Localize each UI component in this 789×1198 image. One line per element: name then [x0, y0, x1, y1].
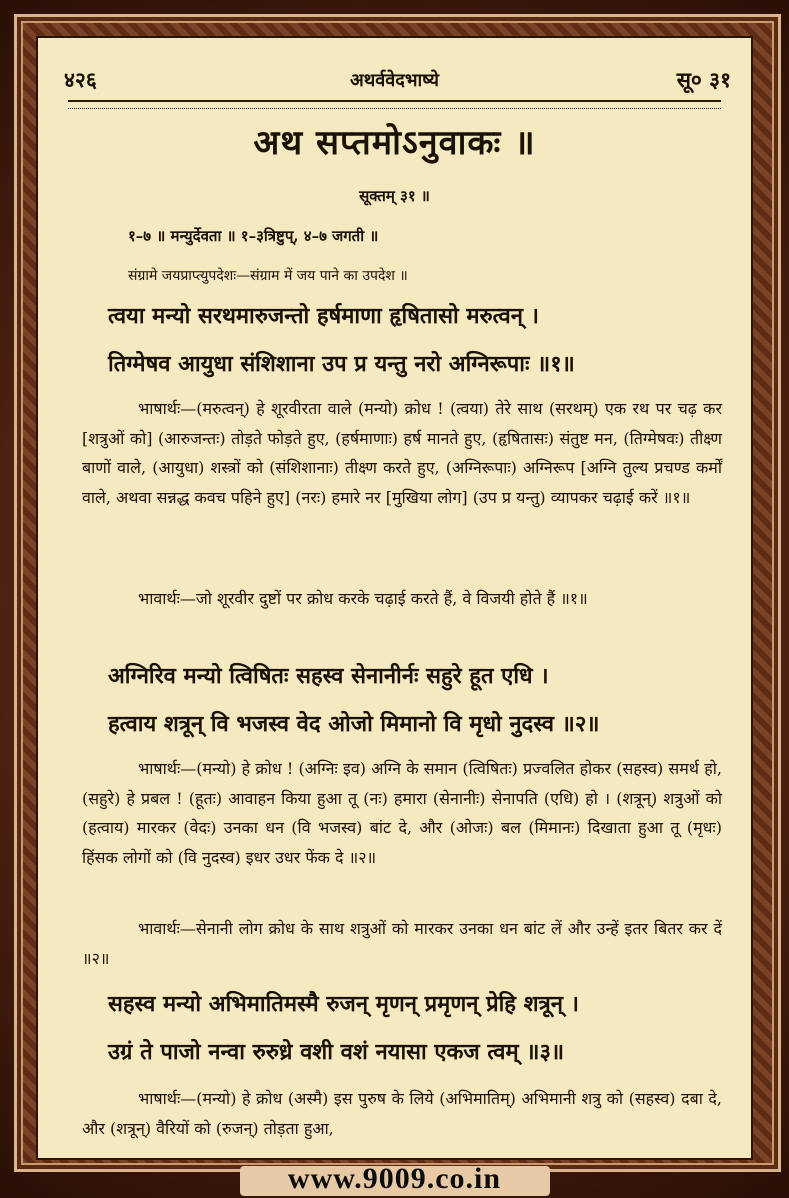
bhasharth-3: भाषार्थः—(मन्यो) हे क्रोध (अस्मै) इस पुरुष के लिये (अभिमातिम्) अभिमानी शत्रु को (सहस्व) दबा दे, और (शत्रून्) वैरियों को (रुजन्) तोड़ता हुआ, — [82, 1089, 722, 1138]
book-title: अथर्ववेदभाष्ये — [350, 70, 439, 91]
page-header — [58, 62, 731, 98]
website-link[interactable]: www.9009.co.in — [287, 1162, 502, 1195]
bhasharth-2: भाषार्थः—(मन्यो) हे क्रोध ! (अग्निः इव) अग्नि के समान (त्विषितः) प्रज्वलित होकर (सहस्व) समर्थ हो, (सहुरे) हे प्रबल ! (हूतः) आवाहन किया हुआ तू (नः) हमारा (सेनानीः) सेनापति (एधि) हो । (शत्रून्) शत्रुओं को (हत्वाय) मारकर (वेदः) उनका धन (वि भजस्व) बांट दे, और (ओजः) बल (मिमानः) दिखाता हुआ तू (मृधः) हिंसक लोगों को (वि नुदस्व) इधर उधर फेंक दे ॥२॥ — [82, 759, 722, 867]
mantra-1-line-1: त्वया मन्यो सरथमारुजन्तो हर्षमाणा हृषितासो मरुत्वन् । — [108, 303, 539, 329]
mantra-2-line-2: हत्वाय शत्रून् वि भजस्व वेद ओजो मिमानो वि मृधो नुदस्व ॥२॥ — [108, 711, 600, 737]
header-divider — [68, 100, 721, 109]
book-page — [36, 36, 753, 1160]
devata-line: १–७ ॥ मन्युर्देवता ॥ १–३त्रिष्टुप्, ४–७ जगती ॥ — [128, 227, 379, 245]
page-number: ४२६ — [64, 67, 97, 92]
mantra-1-line-2: तिग्मेषव आयुधा संशिशाना उप प्र यन्तु नरो अग्निरूपाः ॥१॥ — [108, 351, 575, 377]
mantra-3-line-1: सहस्व मन्यो अभिमातिमस्मै रुजन् मृणन् प्रमृणन् प्रेहि शत्रून् । — [108, 991, 579, 1017]
bhasharth-1: भाषार्थः—(मरुत्वन्) हे शूरवीरता वाले (मन्यो) क्रोध ! (त्वया) तेरे साथ (सरथम्) एक रथ पर चढ़ कर [शत्रुओं को] (आरुजन्तः) तोड़ते फोड़ते हुए, (हर्षमाणाः) हर्ष मानते हुए, (हृषितासः) संतुष्ट मन, (तिग्मेषवः) तीक्ष्ण बाणों वाले, (आयुधा) शस्त्रों को (संशिशानाः) तीक्ष्ण करते हुए, (अग्निरूपाः) अग्निरूप [अग्नि तुल्य प्रचण्ड कर्मों वाले, अथवा सन्नद्ध कवच पहिने हुए] (नरः) हमारे नर [मुखिया लोग] (उप प्र यन्तु) व्यापकर चढ़ाई करें ॥१॥ — [82, 399, 722, 507]
sukta-reference: सू० ३१ — [676, 67, 731, 92]
anuvaka-heading: अथ सप्तमोऽनुवाकः ॥ — [253, 123, 536, 163]
mantra-2-line-1: अग्निरिव मन्यो त्विषितः सहस्व सेनानीर्नः सहुरे हूत एधि । — [108, 663, 549, 689]
sukta-title: सूक्तम् ३१ ॥ — [359, 187, 430, 205]
bhavarth-2: भावार्थः—सेनानी लोग क्रोध के साथ शत्रुओं को मारकर उनका धन बांट लें और उन्हें इतर बितर कर दें ॥२॥ — [82, 919, 722, 968]
bhavarth-1: भावार्थः—जो शूरवीर दुष्टों पर क्रोध करके चढ़ाई करते हैं, वे विजयी होते हैं ॥१॥ — [138, 589, 588, 608]
mantra-3-line-2: उग्रं ते पाजो नन्वा रुरुध्रे वशी वशं नयासा एकज त्वम् ॥३॥ — [108, 1039, 565, 1065]
upadesh-line: संग्रामे जयप्राप्त्युपदेशः—संग्राम में जय पाने का उपदेश ॥ — [128, 268, 408, 284]
